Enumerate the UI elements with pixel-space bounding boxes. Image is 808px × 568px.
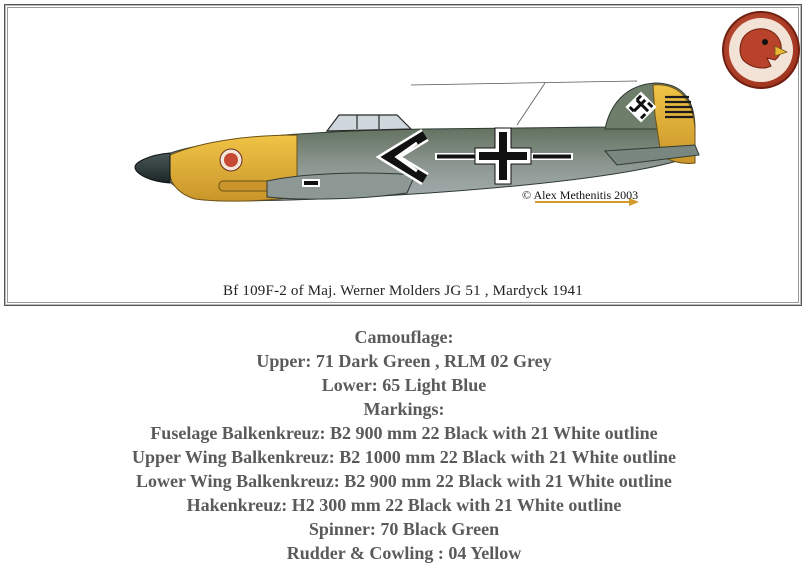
upper-camouflage: Upper: 71 Dark Green , RLM 02 Grey — [256, 351, 552, 371]
nose-emblem-center — [224, 153, 238, 167]
rudder-cowling-spec: Rudder & Cowling : 04 Yellow — [286, 543, 522, 563]
profile-frame — [4, 4, 802, 306]
bar-left — [437, 155, 475, 159]
copyright-text: © Alex Methenitis 2003 — [522, 188, 639, 202]
lower-wing-balkenkreuz-spec: Lower Wing Balkenkreuz: B2 900 mm 22 Black with 21 White outline — [136, 471, 672, 491]
markings-heading: Markings: — [363, 399, 445, 419]
fuselage-balkenkreuz-spec: Fuselage Balkenkreuz: B2 900 mm 22 Black with 21 White outline — [150, 423, 658, 443]
hakenkreuz-spec: Hakenkreuz: H2 300 mm 22 Black with 21 White outline — [186, 495, 622, 515]
spinner — [135, 153, 170, 183]
bar-right — [533, 155, 571, 159]
wing-cross — [302, 179, 320, 187]
antenna-wire — [411, 81, 637, 85]
spinner-spec: Spinner: 70 Black Green — [308, 519, 500, 539]
profile-caption: Bf 109F-2 of Maj. Werner Molders JG 51 , Mardyck 1941 — [223, 283, 583, 299]
upper-wing-balkenkreuz-spec: Upper Wing Balkenkreuz: B2 1000 mm 22 Black with 21 White outline — [132, 447, 676, 467]
lower-camouflage: Lower: 65 Light Blue — [321, 375, 487, 395]
aircraft-profile-illustration — [5, 5, 801, 305]
camouflage-heading: Camouflage: — [354, 327, 454, 347]
specifications-block — [0, 325, 808, 565]
canopy — [327, 115, 411, 131]
eagle-logo — [723, 12, 799, 88]
wing — [267, 173, 415, 199]
